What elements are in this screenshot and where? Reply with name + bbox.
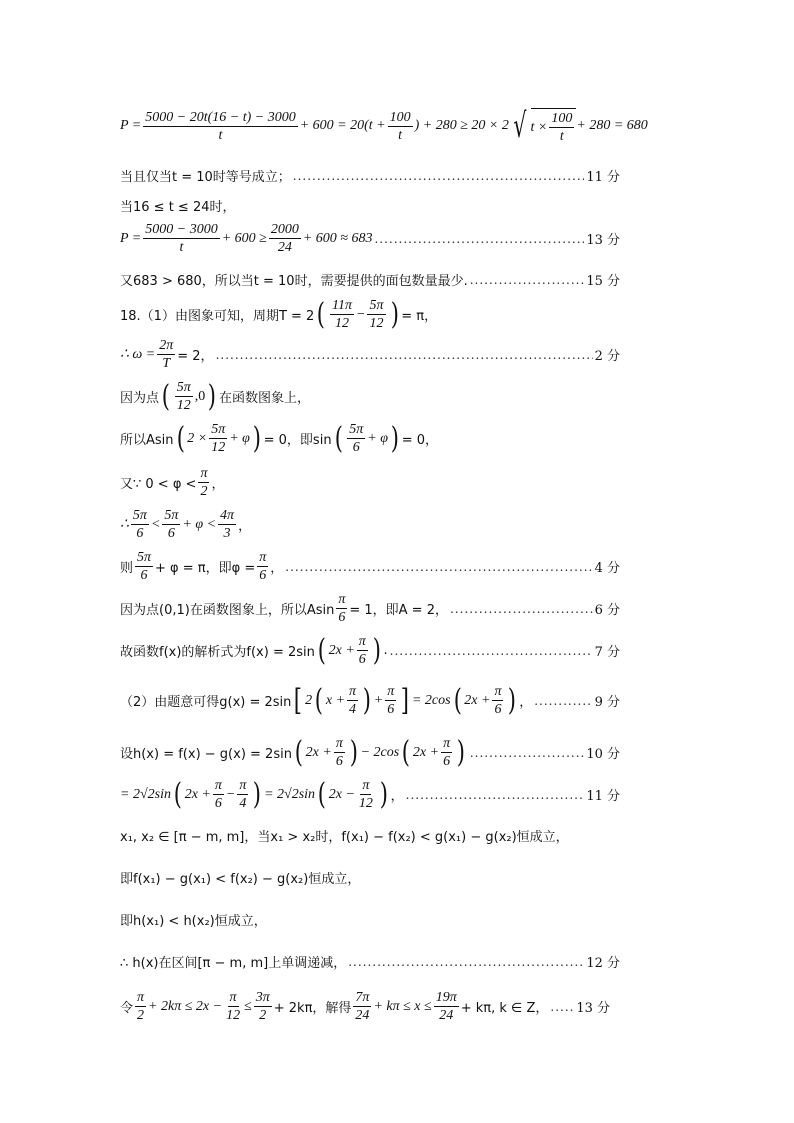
line-text: 故函数f(x)的解析式为f(x) = 2sin (120, 645, 315, 660)
score-label: 12 分 (586, 956, 620, 971)
line-text: + 2kπ，解得 (273, 1001, 352, 1016)
line-text: = 2， (177, 349, 214, 364)
solution-line (120, 196, 620, 215)
fraction (357, 634, 368, 667)
fraction (213, 778, 224, 811)
eq-text: − (225, 786, 236, 802)
numerator: π (338, 592, 346, 607)
eq-text: ∴ (120, 517, 129, 532)
numerator: 5π (349, 422, 364, 437)
score-label: 10 分 (586, 747, 620, 762)
eq-text: + 600 ≥ (221, 230, 267, 246)
eq-text: P = (120, 118, 142, 133)
eq-text: + φ < (182, 516, 217, 532)
fraction (492, 684, 503, 717)
denominator: 12 (176, 398, 191, 413)
eq-text: 2x + (184, 786, 211, 802)
fraction (336, 592, 347, 625)
solution-line: 所以Asin ( 2 × $\frac{5\pi}{12}$ + φ ) = 0，即sin ( $\frac{5\pi}{6}$ + φ ) = 0， (120, 420, 439, 456)
numerator: 5000 − 3000 (145, 222, 218, 237)
score-label: 15 分 (586, 274, 620, 289)
dot-leader (550, 1000, 574, 1014)
line-text: + kπ, k ∈ Z， (460, 1001, 549, 1016)
fraction (367, 298, 385, 331)
fraction (254, 990, 272, 1023)
dot-leader (390, 644, 593, 658)
numerator: 4π (220, 508, 235, 523)
denominator: 6 (136, 526, 144, 541)
eq-text: 2x + (305, 744, 332, 760)
eq-text: + 2kπ ≤ 2x − (148, 998, 223, 1014)
numerator: 5000 − 20t(16 − t) − 3000 (145, 109, 296, 125)
score-label: 6 分 (594, 603, 620, 618)
fraction (162, 508, 180, 541)
fraction (224, 990, 242, 1023)
score-label: 9 分 (594, 695, 620, 710)
denominator: 6 (338, 610, 346, 625)
dot-leader (374, 232, 584, 246)
fraction (131, 508, 149, 541)
fraction (347, 684, 358, 717)
line-text: 所以Asin (120, 433, 174, 448)
numerator: 5π (211, 422, 226, 437)
line-text: = 0，即sin (263, 433, 332, 448)
denominator: 4 (349, 702, 357, 717)
fraction (135, 990, 146, 1023)
score-label: 13 分 (586, 233, 620, 248)
solution-line (120, 868, 620, 887)
line-text: ， (270, 561, 284, 576)
equation-p-second (120, 222, 620, 255)
numerator: 5π (137, 550, 152, 565)
radicand-text: t × (530, 119, 548, 135)
numerator: π (358, 634, 366, 649)
solution-line (120, 466, 620, 499)
problem-18-part-2: （2）由题意可得g(x) = 2sin [ 2 ( x + $\frac{\pi}{4}$ ) + $\frac{\pi}{6}$ ] = 2cos ( 2x + $\frac{\pi}{6}$ ) ， ..... 9 分 (120, 684, 620, 717)
solution-line: 故函数f(x)的解析式为f(x) = 2sin ( 2x + $\frac{\pi}{6}$ ) . ..... 7 分 (120, 634, 620, 667)
numerator: π (239, 778, 247, 793)
denominator: 3 (223, 526, 231, 541)
numerator: π (229, 990, 237, 1005)
solution-line (120, 508, 620, 541)
denominator: 6 (167, 526, 175, 541)
line-text: . (383, 643, 388, 658)
fraction (334, 736, 345, 769)
line-text: x₁, x₂ ∈ [π − m, m]，当x₁ > x₂时，f(x₁) − f(x₂) < g(x₁) − g(x₂)恒成立， (120, 830, 569, 845)
fraction (347, 422, 365, 455)
eq-text: ∴ ω = (120, 347, 156, 362)
fraction (257, 550, 268, 583)
score-label: 7 分 (594, 645, 620, 660)
solution-line (120, 990, 610, 1023)
eq-text: 2x + (464, 692, 491, 708)
numerator: π (137, 990, 145, 1005)
eq-text: − 2cos (360, 744, 400, 760)
numerator: 11π (332, 298, 353, 313)
denominator: 6 (387, 702, 395, 717)
denominator: 6 (335, 754, 343, 769)
denominator: 2 (137, 1008, 145, 1023)
fraction (143, 110, 297, 143)
eq-text: ) + 280 ≥ 20 × 2 (414, 118, 509, 133)
eq-text: 2x + (412, 744, 440, 760)
denominator: T (162, 356, 171, 371)
eq-text: + (373, 692, 384, 708)
line-text: ， (390, 789, 404, 804)
denominator: 6 (214, 796, 222, 811)
eq-text: < (150, 516, 161, 532)
dot-leader (216, 348, 593, 362)
numerator: 5π (164, 508, 179, 523)
fraction (330, 298, 354, 331)
fraction (269, 222, 301, 255)
solution-line (120, 910, 620, 929)
numerator: 5π (369, 298, 384, 313)
fraction (353, 990, 371, 1023)
dot-leader (470, 746, 585, 760)
line-text: 则 (120, 561, 134, 576)
fraction (237, 778, 248, 811)
line-text: ， (519, 695, 533, 710)
denominator: 6 (443, 754, 451, 769)
fraction (549, 111, 574, 144)
denominator: 2 (200, 484, 208, 499)
line-text: ∴ h(x)在区间[π − m, m]上单调递减， (120, 956, 347, 971)
fraction (385, 684, 396, 717)
line-text: 设h(x) = f(x) − g(x) = 2sin (120, 747, 292, 762)
eq-text: = 2cos (411, 692, 451, 708)
dot-leader (348, 955, 584, 969)
denominator: 24 (355, 1008, 370, 1023)
denominator: 24 (277, 240, 292, 255)
line-text: = 0， (401, 433, 439, 448)
line-text: 因为点(0,1)在函数图象上，所以Asin (120, 603, 335, 618)
eq-text: + 600 ≈ 683 (302, 230, 373, 246)
line-text: 当且仅当t = 10时等号成立； (120, 170, 291, 185)
numerator: 100 (551, 111, 573, 126)
denominator: t (179, 240, 184, 255)
eq-text: P = (120, 230, 142, 246)
denominator: 4 (239, 796, 247, 811)
fraction (175, 380, 193, 413)
denominator: 6 (358, 652, 366, 667)
solution-line (120, 592, 620, 625)
eq-text: 2x − (328, 786, 355, 802)
fraction (357, 778, 375, 811)
dot-leader (470, 273, 585, 287)
numerator: π (349, 684, 357, 699)
line-text: 在函数图象上， (218, 391, 310, 406)
eq-text: + kπ ≤ x ≤ (373, 998, 432, 1014)
fraction (434, 990, 459, 1023)
denominator: t (218, 127, 223, 143)
denominator: 12 (226, 1008, 241, 1023)
line-text: （2）由题意可得g(x) = 2sin (120, 695, 292, 710)
solution-line: = 2√2sin ( 2x + $\frac{\pi}{6}$ − $\frac{\pi}{4}$ ) = 2√2sin ( 2x − $\frac{\pi}{12}$ ) ， ..... 11 分 (120, 778, 620, 811)
solution-line (120, 826, 660, 845)
numerator: 7π (355, 990, 370, 1005)
fraction (143, 222, 219, 255)
fraction (441, 736, 452, 769)
eq-text: ,0 (194, 388, 206, 404)
eq-text: + 600 = 20(t + (299, 118, 386, 133)
numerator: 5π (176, 380, 191, 395)
line-text: + φ = π，即φ = (155, 561, 256, 576)
numerator: π (362, 778, 370, 793)
numerator: π (259, 550, 267, 565)
eq-text: + φ (367, 430, 388, 446)
fraction (198, 466, 209, 499)
dot-leader (450, 602, 593, 616)
solution-line (120, 338, 620, 371)
eq-text: 2x + (328, 642, 355, 658)
score-label: 11 分 (586, 789, 620, 804)
fraction (135, 550, 153, 583)
numerator: π (214, 778, 222, 793)
dot-leader (406, 788, 585, 802)
eq-text: − (356, 306, 366, 322)
denominator: 12 (369, 316, 384, 331)
denominator: 6 (494, 702, 502, 717)
eq-text: 2 × (187, 430, 208, 446)
score-label: 13 分 (576, 1001, 610, 1016)
fraction (209, 422, 227, 455)
denominator: 24 (439, 1008, 454, 1023)
denominator: t (559, 129, 564, 144)
solution-line (120, 166, 620, 185)
line-text: 即f(x₁) − g(x₁) < f(x₂) − g(x₂)恒成立， (120, 872, 361, 887)
numerator: π (443, 736, 451, 751)
numerator: 3π (255, 990, 270, 1005)
score-label: 4 分 (594, 561, 620, 576)
eq-text: = 2√2sin (120, 786, 171, 802)
line-text: 当16 ≤ t ≤ 24时， (120, 200, 236, 215)
denominator: 12 (211, 440, 226, 455)
solution-line: 设h(x) = f(x) − g(x) = 2sin ( 2x + $\frac{\pi}{6}$ ) − 2cos ( 2x + $\frac{\pi}{6}$ ) ..... 10 分 (120, 736, 620, 769)
equation-p-first (120, 108, 660, 144)
denominator: 6 (259, 568, 267, 583)
line-text: ， (238, 519, 252, 534)
line-text: 又683 > 680，所以当t = 10时，需要提供的面包数量最少. (120, 274, 468, 289)
solution-line (120, 952, 620, 971)
dot-leader (534, 694, 592, 708)
dot-leader (293, 169, 585, 183)
denominator: 2 (259, 1008, 267, 1023)
numerator: 100 (389, 109, 411, 125)
line-text: 又∵ 0 < φ < (120, 477, 197, 492)
fraction (157, 338, 175, 371)
fraction (218, 508, 236, 541)
fraction (388, 110, 413, 143)
line-text: = 1，即A = 2， (349, 603, 448, 618)
solution-line (120, 550, 620, 583)
numerator: 2000 (270, 222, 299, 237)
solution-line (120, 270, 620, 289)
numerator: π (335, 736, 343, 751)
denominator: 12 (335, 316, 350, 331)
solution-line: 因为点 ( $\frac{5\pi}{12}$ ,0 ) 在函数图象上， (120, 378, 310, 414)
eq-text: x + (325, 692, 346, 708)
numerator: π (200, 466, 208, 481)
denominator: 6 (140, 568, 148, 583)
eq-text: + φ (229, 430, 250, 446)
line-text: 即h(x₁) < h(x₂)恒成立， (120, 914, 267, 929)
denominator: 6 (352, 440, 360, 455)
square-root: √ t × $\frac{100}{t}$ (509, 108, 577, 144)
eq-text: ≤ (244, 998, 252, 1014)
score-label: 2 分 (594, 349, 620, 364)
numerator: 19π (435, 990, 457, 1005)
dot-leader (285, 560, 592, 574)
line-text: 18.（1）由图象可知，周期T = 2 (120, 309, 315, 324)
eq-text: = 2√2sin (264, 786, 316, 802)
numerator: π (387, 684, 395, 699)
numerator: π (494, 684, 502, 699)
line-text: 令 (120, 1001, 134, 1016)
score-label: 11 分 (586, 170, 620, 185)
line-text: = π， (401, 309, 438, 324)
problem-18-part-1: 18.（1）由图象可知，周期T = 2 ( $\frac{11\pi}{12}$ − $\frac{5\pi}{12}$ ) = π， (120, 296, 438, 332)
denominator: 12 (358, 796, 373, 811)
numerator: 2π (159, 338, 174, 353)
denominator: t (398, 127, 403, 143)
eq-text: + 280 = 680 (576, 118, 648, 133)
line-text: 因为点 (120, 391, 160, 406)
line-text: ， (211, 477, 225, 492)
numerator: 5π (132, 508, 147, 523)
eq-text: 2 (305, 692, 313, 708)
